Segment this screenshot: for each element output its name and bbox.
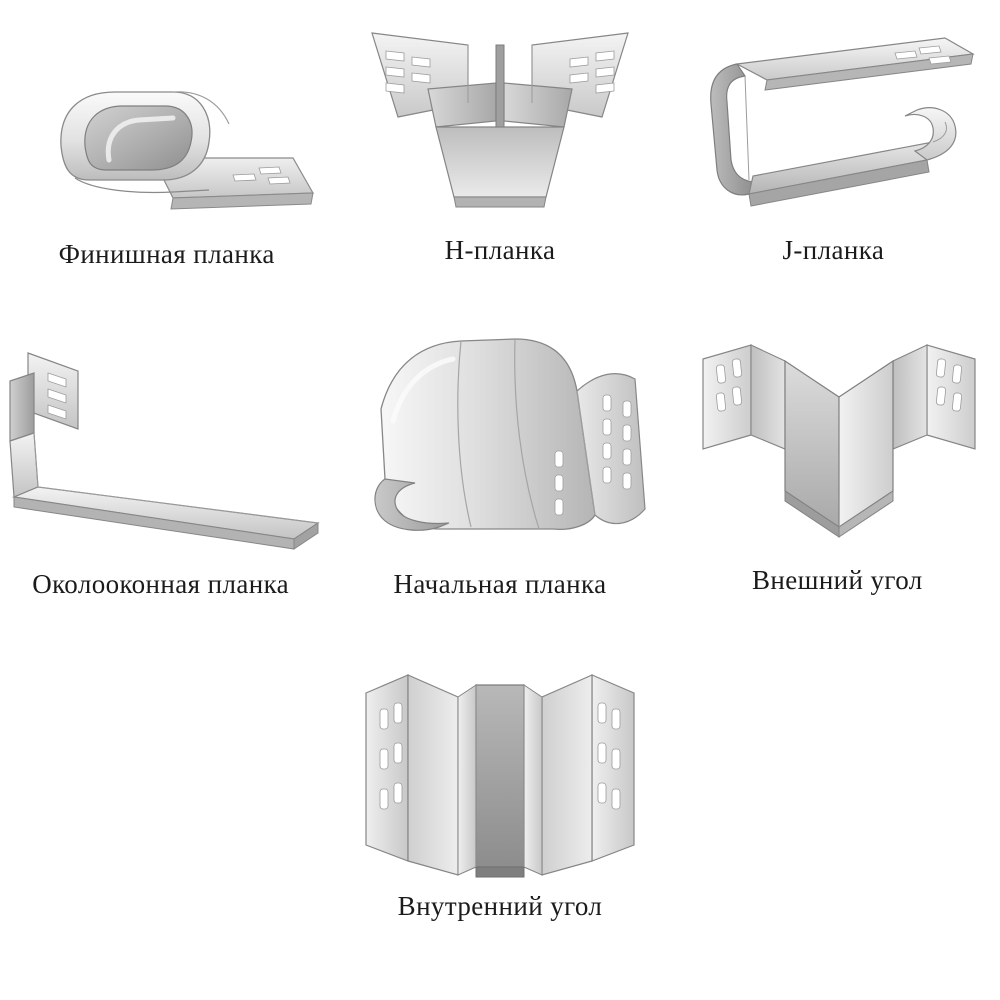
h-strip-illustration (340, 6, 660, 226)
part-label-outer-corner: Внешний угол (752, 565, 923, 595)
part-label-starter-strip: Начальная планка (393, 569, 607, 599)
window-strip-illustration (0, 342, 319, 562)
part-card-j-strip (667, 0, 1000, 330)
part-card-starter-strip (333, 330, 666, 660)
part-card-inner-corner (333, 660, 666, 1000)
part-card-h-strip (333, 0, 666, 330)
inner-corner-illustration (340, 660, 660, 880)
part-label-inner-corner: Внутренний угол (397, 891, 603, 921)
part-label-j-strip: J-планка (782, 235, 885, 265)
finishing-strip-illustration (13, 18, 333, 238)
starter-strip-illustration (340, 334, 660, 554)
part-label-finishing-strip: Финишная планка (58, 239, 275, 269)
part-card-window-strip (0, 330, 333, 660)
outer-corner-illustration (679, 336, 999, 556)
j-strip-illustration (673, 10, 993, 230)
part-label-h-strip: H-планка (444, 235, 556, 265)
part-card-finishing-strip (0, 0, 333, 330)
part-card-outer-corner (667, 330, 1000, 660)
part-label-window-strip: Околооконная планка (32, 569, 290, 599)
